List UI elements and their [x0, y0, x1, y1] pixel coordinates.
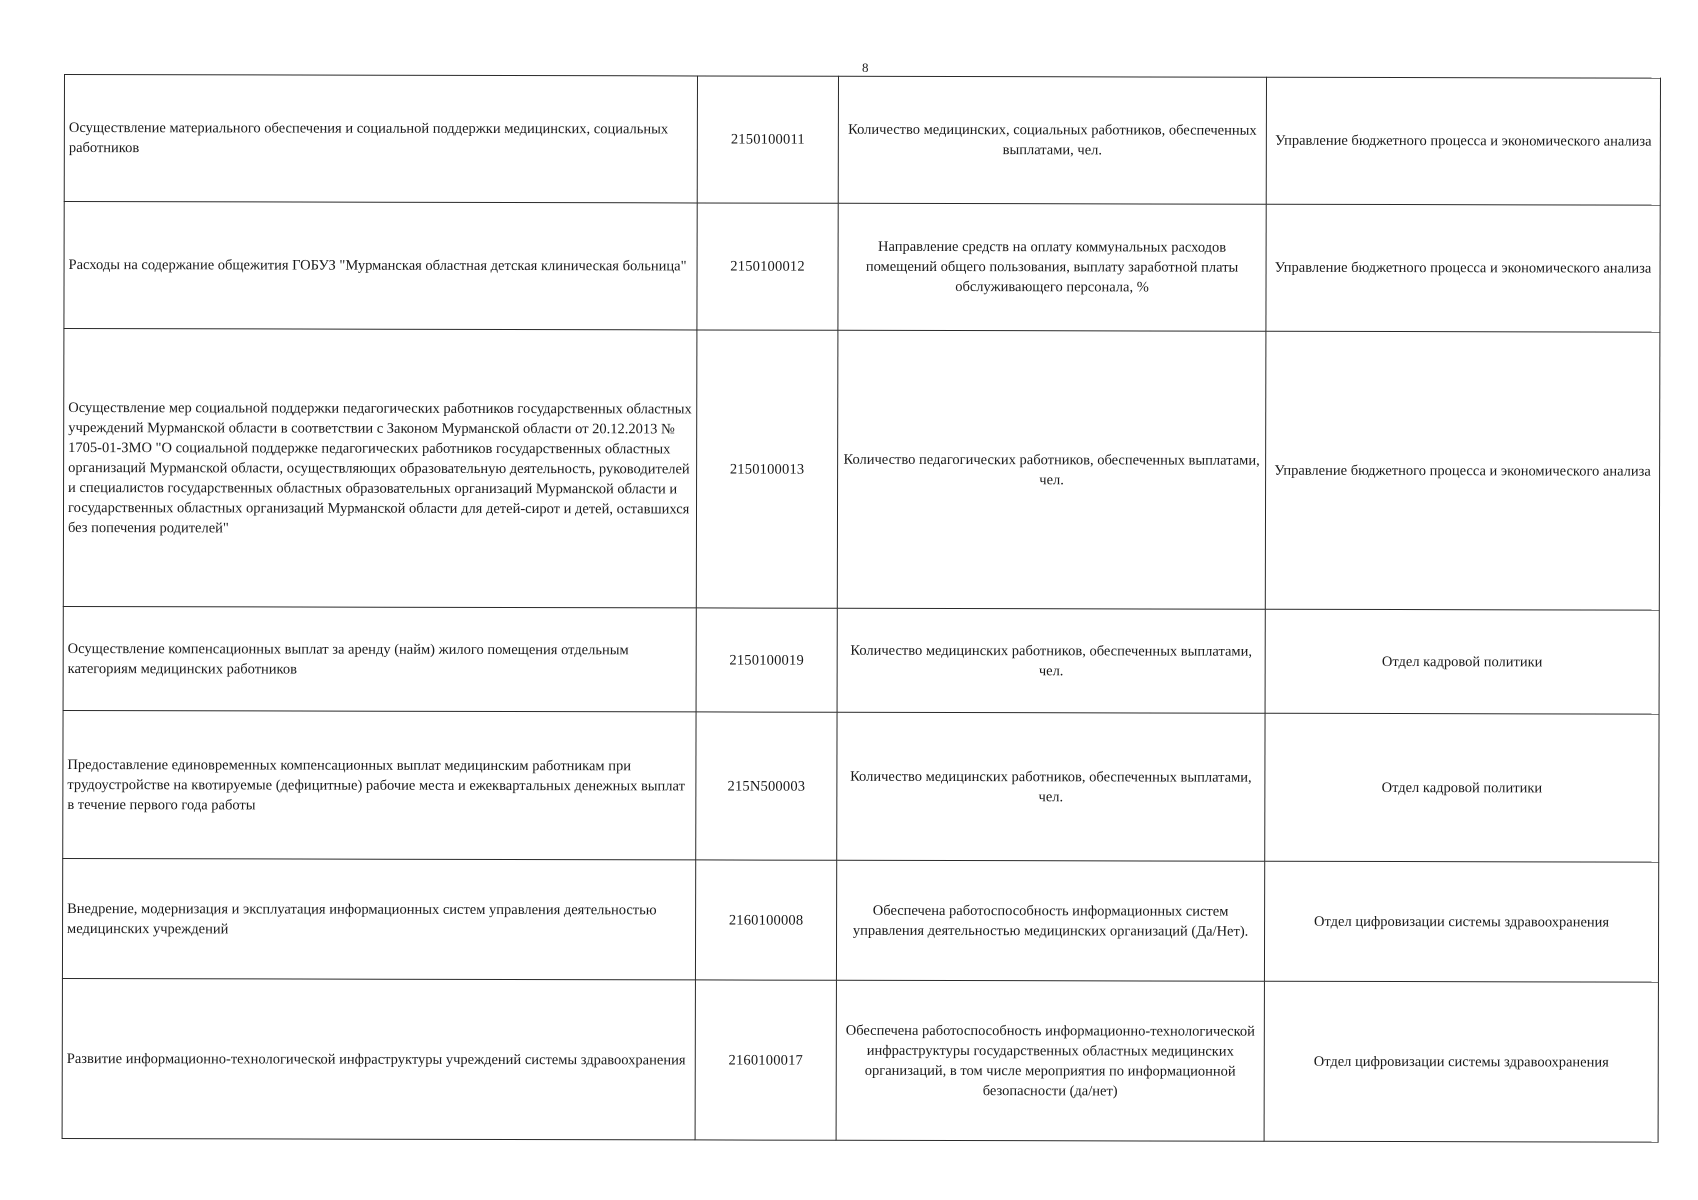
indicator-cell: Количество педагогических работников, обеспеченных выплатами, чел.	[837, 330, 1266, 609]
budget-code-cell: 2160100008	[695, 860, 836, 980]
table-row	[63, 329, 1660, 611]
budget-code-cell: 215N500003	[696, 712, 837, 860]
responsible-unit-cell: Отдел кадровой политики	[1265, 713, 1659, 862]
measure-name-cell: Осуществление материального обеспечения и социальной поддержки медицинских, социальных работников	[64, 75, 697, 203]
measure-name-cell: Расходы на содержание общежития ГОБУЗ "Мурманская областная детская клиническая больница"	[64, 202, 697, 330]
table-row	[64, 202, 1660, 333]
measure-name-cell: Осуществление компенсационных выплат за аренду (найм) жилого помещения отдельным категориям медицинских работников	[63, 606, 696, 711]
budget-code-cell: 2150100019	[696, 608, 837, 712]
responsible-unit-cell: Управление бюджетного процесса и экономического анализа	[1266, 77, 1660, 205]
budget-code-cell: 2150100012	[697, 203, 838, 330]
table-row	[64, 75, 1660, 206]
measure-name-cell: Внедрение, модернизация и эксплуатация информационных систем управления деятельностью медицинских учреждений	[62, 858, 695, 979]
budget-code-cell: 2150100013	[696, 330, 838, 608]
responsible-unit-cell: Управление бюджетного процесса и экономического анализа	[1265, 331, 1660, 610]
indicator-cell: Обеспечена работоспособность информационно-технологической инфраструктуры государственных областных медицинских организаций, в том числе мероприятия по информационной безопасности (да/нет)	[836, 980, 1264, 1141]
indicator-cell: Количество медицинских, социальных работников, обеспеченных выплатами, чел.	[838, 76, 1266, 204]
measure-name-cell: Развитие информационно-технологической инфраструктуры учреждений системы здравоохранения	[62, 978, 695, 1139]
measure-name-cell: Осуществление мер социальной поддержки педагогических работников государственных областных учреждений Мурманской области в соответствии с Законом Мурманской области от 20.12.2013 № 1705-01-ЗМО "О социальной поддержке педагогических работников государственных областных организаций Мурманской области, осуществляющих образовательную деятельность, руководителей и специалистов государственных областных образовательных организаций Мурманской области и государственных областных организаций Мурманской области для детей-сирот и детей, оставшихся без попечения родителей"	[63, 329, 697, 608]
indicator-cell: Направление средств на оплату коммунальных расходов помещений общего пользования, выплату заработной платы обслуживающего персонала, %	[838, 203, 1266, 331]
indicator-cell: Количество медицинских работников, обеспеченных выплатами, чел.	[837, 608, 1265, 713]
program-measures-table	[62, 74, 1661, 1143]
responsible-unit-cell: Управление бюджетного процесса и экономического анализа	[1266, 204, 1660, 332]
table-row	[62, 858, 1658, 982]
responsible-unit-cell: Отдел кадровой политики	[1265, 609, 1659, 714]
indicator-cell: Количество медицинских работников, обеспеченных выплатами, чел.	[837, 712, 1265, 861]
responsible-unit-cell: Отдел цифровизации системы здравоохранения	[1264, 981, 1658, 1142]
table-row	[63, 710, 1659, 862]
budget-code-cell: 2150100011	[697, 76, 838, 203]
responsible-unit-cell: Отдел цифровизации системы здравоохранения	[1264, 861, 1658, 982]
table-row	[63, 606, 1659, 714]
indicator-cell: Обеспечена работоспособность информационных систем управления деятельностью медицинских организаций (Да/Нет).	[836, 860, 1264, 981]
table-row	[62, 978, 1658, 1142]
measure-name-cell: Предоставление единовременных компенсационных выплат медицинским работникам при трудоустройстве на квотируемые (дефицитные) рабочие места и ежеквартальных денежных выплат в течение первого года работы	[63, 710, 696, 859]
budget-code-cell: 2160100017	[695, 980, 836, 1140]
page-number: 8	[862, 60, 869, 75]
